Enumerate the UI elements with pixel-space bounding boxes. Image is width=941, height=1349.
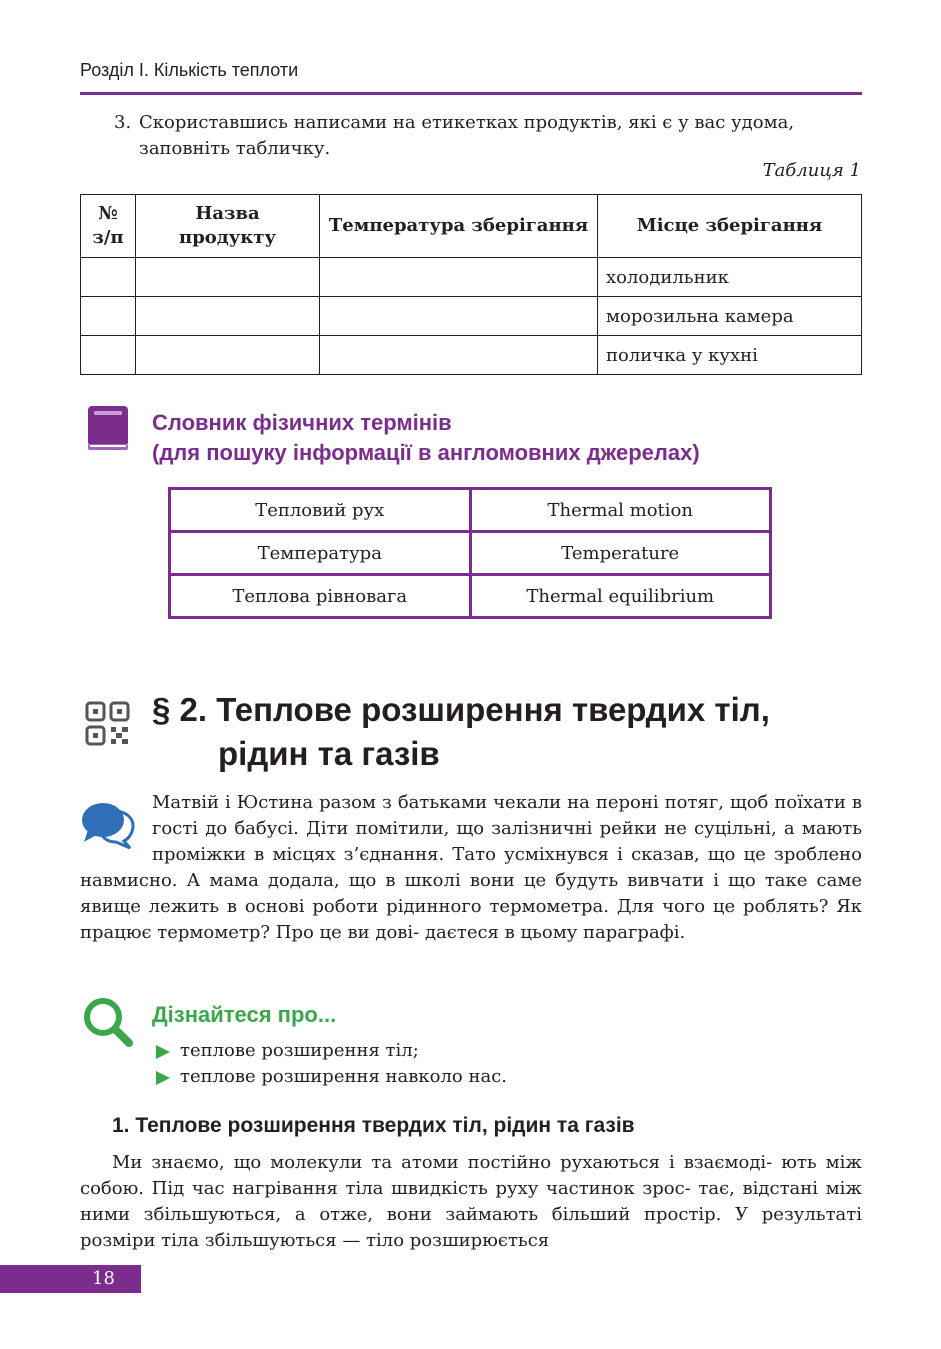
page-number: 18 (92, 1268, 115, 1289)
dictionary-row (170, 575, 771, 618)
running-header: Розділ І. Кількість теплоти (80, 60, 299, 80)
term-english: Thermal motion (470, 489, 771, 532)
table-row (81, 297, 862, 336)
dictionary-title (152, 408, 700, 468)
table-cell[interactable] (81, 297, 136, 336)
table-row (81, 336, 862, 375)
term-ukrainian: Температура (170, 532, 471, 575)
header-product: Назва продукту (136, 195, 320, 258)
dictionary-row (170, 489, 771, 532)
table-caption: Таблиця 1 (762, 160, 861, 181)
task-number: 3. (114, 112, 132, 133)
intro-text: Матвій і Юстина разом з батьками чекали на пероні потяг, щоб поїхати в гості до бабусі. Діти помітили, що залізничні рейки не суцільні, а мають проміжки в місцях з’єднання. Тато усміхнувся і сказав, що це зроблено навмисно. А мама додала, що в школі вони це будуть вивчати і що таке саме явище лежить в основі роботи рідинного термометра. Для чого це роблять? Як працює термометр? Про це ви дові- даєтеся в цьому параграфі. (80, 792, 862, 943)
intro-paragraph (80, 790, 862, 946)
section-title-line2: рідин та газів (218, 735, 440, 772)
task-3 (114, 110, 862, 162)
table-row (81, 258, 862, 297)
term-ukrainian: Тепловий рух (170, 489, 471, 532)
subsection-heading: 1. Теплове розширення твердих тіл, рідин та газів (112, 1114, 635, 1137)
term-ukrainian: Теплова рівновага (170, 575, 471, 618)
learn-list (154, 1038, 507, 1090)
table-cell[interactable] (320, 336, 598, 375)
dictionary-table (168, 487, 772, 619)
page-number-tab (0, 1265, 141, 1293)
table-cell[interactable] (81, 336, 136, 375)
table-header-row (81, 195, 862, 258)
list-item: теплове розширення тіл; (154, 1038, 507, 1064)
dictionary-row (170, 532, 771, 575)
table-cell[interactable] (81, 258, 136, 297)
storage-table (80, 194, 862, 375)
subsection-paragraph: Ми знаємо, що молекули та атоми постійно рухаються і взаємоді- ють між собою. Під час нагрівання тіла швидкість руху частинок зрос- тає, відстані між ними збільшуються, а отже, вони займають більший простір. У результаті розміри тіла збільшуються — тіло розширюється (80, 1152, 862, 1251)
table-cell: поличка у кухні (598, 336, 862, 375)
task-text: Скориставшись написами на етикетках продуктів, які є у вас удома, заповніть табличку. (139, 112, 795, 159)
dictionary-title-line2: (для пошуку інформації в англомовних джерелах) (152, 440, 700, 465)
header-temperature: Температура зберігання (320, 195, 598, 258)
list-item: теплове розширення навколо нас. (154, 1064, 507, 1090)
table-cell: морозильна камера (598, 297, 862, 336)
table-cell: холодильник (598, 258, 862, 297)
term-english: Thermal equilibrium (470, 575, 771, 618)
table-cell[interactable] (136, 258, 320, 297)
book-icon (86, 404, 130, 452)
table-cell[interactable] (136, 336, 320, 375)
table-cell[interactable] (136, 297, 320, 336)
table-cell[interactable] (320, 258, 598, 297)
section-title (152, 688, 770, 776)
header-place: Місце зберігання (598, 195, 862, 258)
section-title-line1: § 2. Теплове розширення твердих тіл, (152, 691, 770, 728)
learn-title: Дізнайтеся про... (152, 1002, 337, 1027)
search-icon (82, 996, 134, 1048)
table-cell[interactable] (320, 297, 598, 336)
qr-code-icon[interactable] (84, 700, 132, 748)
term-english: Temperature (470, 532, 771, 575)
header-number: № з/п (81, 195, 136, 258)
dictionary-title-line1: Словник фізичних термінів (152, 410, 452, 435)
header-divider (80, 92, 862, 95)
